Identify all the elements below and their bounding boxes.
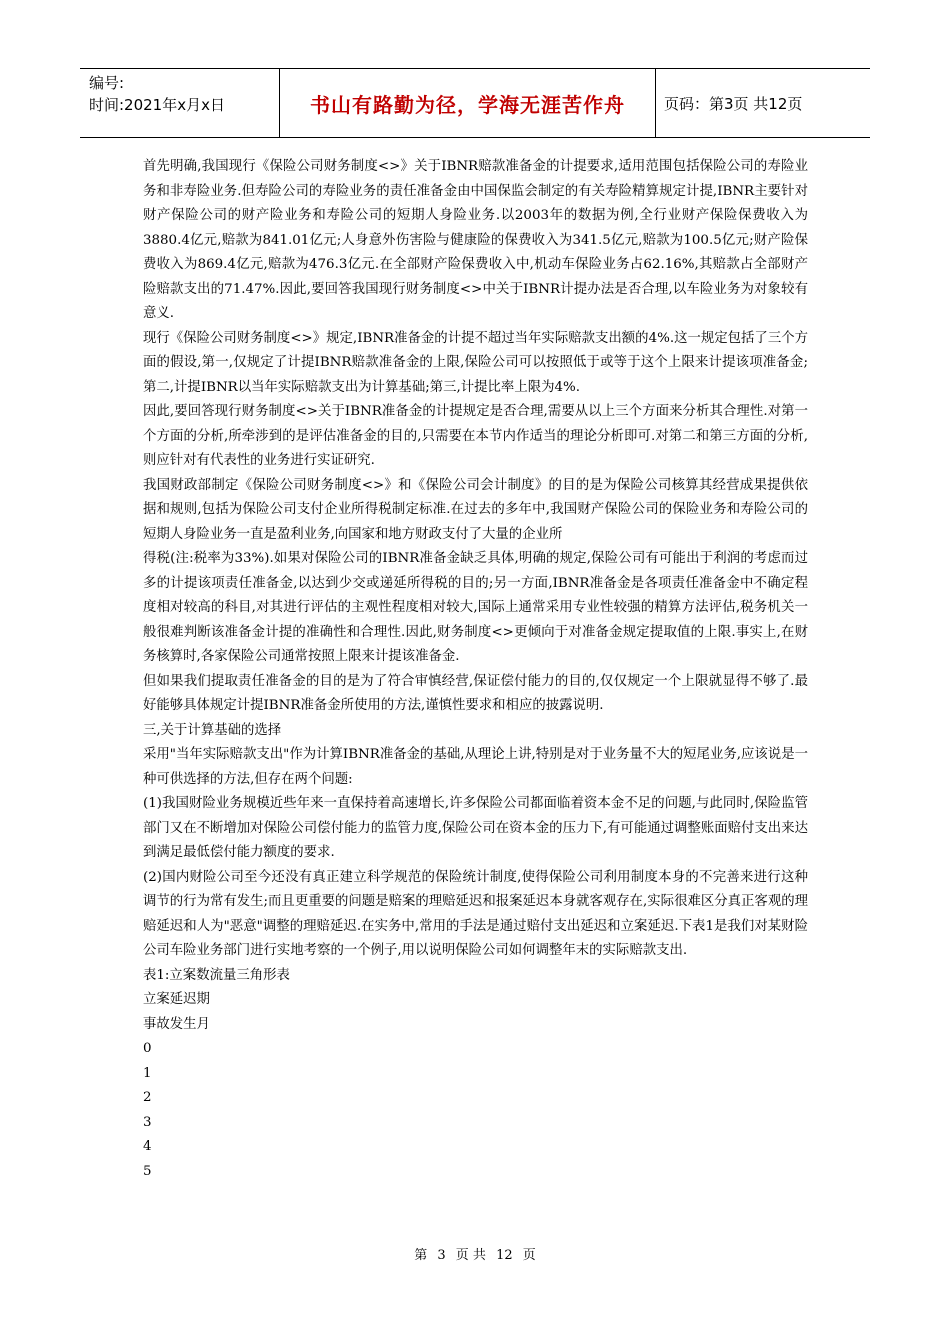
header-motto: 书山有路勤为径，学海无涯苦作舟 xyxy=(280,69,656,137)
footer-mid: 页 共 xyxy=(455,1248,486,1263)
header-meta xyxy=(80,69,280,137)
paragraph: (2)国内财险公司至今还没有真正建立科学规范的保险统计制度,使得保险公司利用制度本身的不完善来进行这种调节的行为常有发生;而且更重要的问题是赔案的理赔延迟和报案延迟本身就客观存在,实际很难区分真正客观的理赔延迟和人为"恶意"调整的理赔延迟.在实务中,常用的手法是通过赔付支出延迟和立案延迟.下表1是我们对某财险公司车险业务部门进行实地考察的一个例子,用以说明保险公司如何调整年末的实际赔款支出. xyxy=(143,869,808,958)
paragraph: 现行《保险公司财务制度<>》规定,IBNR准备金的计提不超过当年实际赔款支出额的4%.这一规定包括了三个方面的假设,第一,仅规定了计提IBNR赔款准备金的上限,保险公司可以按照低于或等于这个上限来计提该项准备金;第二,计提IBNR以当年实际赔款支出为计算基础;第三,计提比率上限为4%. xyxy=(143,330,808,395)
table-line: 2 xyxy=(143,1090,152,1105)
table-line: 4 xyxy=(143,1139,152,1154)
table-line: 立案延迟期 xyxy=(143,992,210,1007)
time-label: 时间:2021年x月x日 xyxy=(89,96,225,114)
table-line: 0 xyxy=(143,1041,152,1056)
paragraph: 因此,要回答现行财务制度<>关于IBNR准备金的计提规定是否合理,需要从以上三个方面来分析其合理性.对第一个方面的分析,所牵涉到的是评估准备金的目的,只需要在本节内作适当的理论分析即可.对第二和第三方面的分析,则应针对有代表性的业务进行实证研究. xyxy=(143,404,808,468)
section-heading: 三,关于计算基础的选择 xyxy=(143,722,282,738)
table-line: 3 xyxy=(143,1114,152,1130)
page-header xyxy=(80,68,870,138)
footer-prefix: 第 xyxy=(414,1248,428,1263)
table-line: 5 xyxy=(143,1163,152,1179)
page-footer xyxy=(0,1244,950,1263)
table-caption: 表1:立案数流量三角形表 xyxy=(143,967,290,983)
footer-page-total: 12 xyxy=(496,1248,513,1263)
paragraph: (1)我国财险业务规模近些年来一直保持着高速增长,许多保险公司都面临着资本金不足的问题,与此同时,保险监管部门又在不断增加对保险公司偿付能力的监管力度,保险公司在资本金的压力下,有可能通过调整账面赔付支出来达到满足最低偿付能力额度的要求. xyxy=(143,796,808,860)
paragraph: 采用"当年实际赔款支出"作为计算IBNR准备金的基础,从理论上讲,特别是对于业务量不大的短尾业务,应该说是一种可供选择的方法,但存在两个问题: xyxy=(143,747,808,787)
paragraph: 首先明确,我国现行《保险公司财务制度<>》关于IBNR赔款准备金的计提要求,适用范围包括保险公司的寿险业务和非寿险业务.但寿险公司的寿险业务的责任准备金由中国保监会制定的有关寿险精算规定计提,IBNR主要针对财产保险公司的财产险业务和寿险公司的短期人身险业务.以2003年的数据为例,全行业财产保险保费收入为3880.4亿元,赔款为841.01亿元;人身意外伤害险与健康险的保费收入为341.5亿元,赔款为100.5亿元;财产险保费收入为869.4亿元,赔款为476.3亿元.在全部财产险保费收入中,机动车保险业务占62.16%,其赔款占全部财产险赔款支出的71.47%.因此,要回答我国现行财务制度<>中关于IBNR计提办法是否合理,以车险业务为对象较有意义. xyxy=(143,159,808,321)
document-body xyxy=(143,155,808,1184)
table-line: 1 xyxy=(143,1065,152,1081)
footer-suffix: 页 xyxy=(522,1248,536,1263)
header-page-label: 页码：第3页 共12页 xyxy=(664,94,803,113)
table-line: 事故发生月 xyxy=(143,1016,210,1032)
paragraph: 我国财政部制定《保险公司财务制度<>》和《保险公司会计制度》的目的是为保险公司核算其经营成果提供依据和规则,包括为保险公司支付企业所得税制定标准.在过去的多年中,我国财产保险公司的保险业务和寿险公司的短期人身险业务一直是盈利业务,向国家和地方财政支付了大量的企业所 xyxy=(143,477,808,542)
footer-page-number: 3 xyxy=(437,1248,446,1263)
number-label: 编号: xyxy=(89,74,125,92)
paragraph: 得税(注:税率为33%).如果对保险公司的IBNR准备金缺乏具体,明确的规定,保险公司有可能出于利润的考虑而过多的计提该项责任准备金,以达到少交或递延所得税的目的;另一方面,IBNR准备金是各项责任准备金中不确定程度相对较高的科目,对其进行评估的主观性程度相对较大,国际上通常采用专业性较强的精算方法评估,税务机关一般很难判断该准备金计提的准确性和合理性.因此,财务制度<>更倾向于对准备金规定提取值的上限.事实上,在财务核算时,各家保险公司通常按照上限来计提该准备金. xyxy=(143,551,808,664)
paragraph: 但如果我们提取责任准备金的目的是为了符合审慎经营,保证偿付能力的目的,仅仅规定一个上限就显得不够了.最好能够具体规定计提IBNR准备金所使用的方法,谨慎性要求和相应的披露说明. xyxy=(143,673,808,713)
